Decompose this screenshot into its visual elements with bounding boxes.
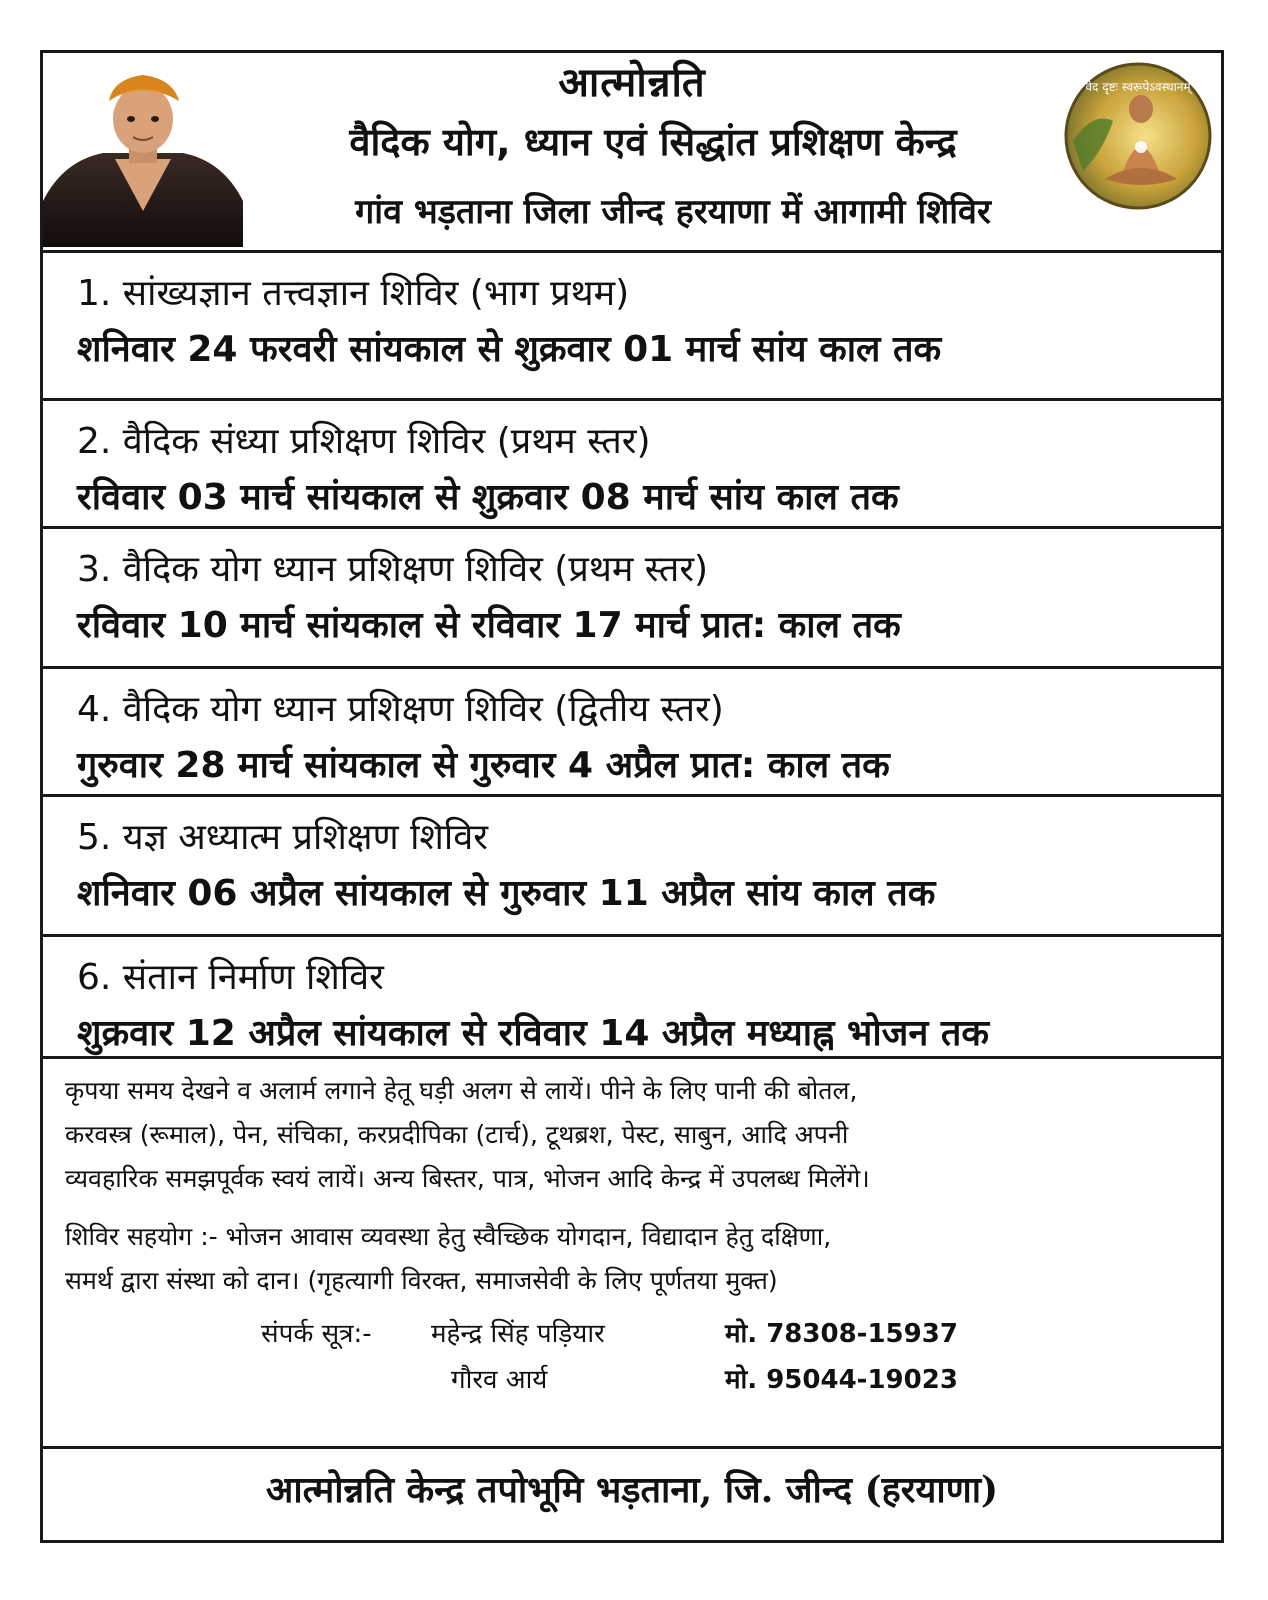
emblem-text: वेद दृष्टः स्वरूपेऽवस्थानम् — [1085, 80, 1191, 94]
camp-title: 6. संतान निर्माण शिविर — [77, 957, 384, 998]
notes-section — [43, 1059, 1221, 1449]
contact-mobile: मो. 78308-15937 — [725, 1319, 958, 1349]
poster-header — [43, 53, 1221, 253]
camp-dates: शनिवार 06 अप्रैल सांयकाल से गुरुवार 11 अप्रैल सांय काल तक — [77, 873, 936, 914]
emblem-logo — [1063, 61, 1213, 211]
camp-dates: रविवार 03 मार्च सांयकाल से शुक्रवार 08 मार्च सांय काल तक — [77, 477, 899, 518]
camp-title: 5. यज्ञ अध्यात्म प्रशिक्षण शिविर — [77, 817, 488, 858]
camp-dates: रविवार 10 मार्च सांयकाल से रविवार 17 मार्च प्रात: काल तक — [77, 605, 901, 646]
contact-name: गौरव आर्य — [451, 1365, 548, 1395]
camp-item — [43, 253, 1221, 401]
support-line: शिविर सहयोग :- भोजन आवास व्यवस्था हेतु स्वैच्छिक योगदान, विद्यादान हेतु दक्षिणा, — [65, 1222, 832, 1251]
camp-item — [43, 401, 1221, 529]
contact-block — [65, 1311, 1201, 1407]
contact-name: महेन्द्र सिंह पड़ियार — [431, 1319, 605, 1349]
brand-title: आत्मोन्नति — [558, 59, 706, 106]
center-name: वैदिक योग, ध्यान एवं सिद्धांत प्रशिक्षण केन्द्र — [349, 120, 957, 164]
footer-address: आत्मोन्नति केन्द्र तपोभूमि भड़ताना, जि. जीन्द (हरयाणा) — [265, 1469, 999, 1511]
notes-line: कृपया समय देखने व अलार्म लगाने हेतू घड़ी अलग से लायें। पीने के लिए पानी की बोतल, — [65, 1076, 858, 1105]
contact-label: संपर्क सूत्र:- — [261, 1319, 372, 1349]
support-line: समर्थ द्वारा संस्था को दान। (गृहत्यागी विरक्त, समाजसेवी के लिए पूर्णतया मुक्त) — [65, 1266, 778, 1295]
camp-title: 4. वैदिक योग ध्यान प्रशिक्षण शिविर (द्वितीय स्तर) — [77, 689, 724, 730]
camp-item — [43, 669, 1221, 797]
contact-mobile: मो. 95044-19023 — [725, 1365, 958, 1395]
camp-title: 2. वैदिक संध्या प्रशिक्षण शिविर (प्रथम स्तर) — [77, 421, 651, 462]
camp-dates: गुरुवार 28 मार्च सांयकाल से गुरुवार 4 अप्रैल प्रात: काल तक — [77, 745, 890, 786]
poster-frame — [40, 50, 1224, 1543]
camp-dates: शुक्रवार 12 अप्रैल सांयकाल से रविवार 14 अप्रैल मध्याह्न भोजन तक — [77, 1013, 990, 1054]
camp-list — [43, 253, 1221, 1059]
camp-item — [43, 937, 1221, 1059]
notes-line: व्यवहारिक समझपूर्वक स्वयं लायें। अन्य बिस्तर, पात्र, भोजन आदि केन्द्र में उपलब्ध मिलेंगे। — [65, 1164, 870, 1193]
camp-item — [43, 529, 1221, 669]
camp-item — [43, 797, 1221, 937]
location-line: गांव भड़ताना जिला जीन्द हरयाणा में आगामी शिविर — [355, 192, 991, 232]
camp-title: 1. सांख्यज्ञान तत्त्वज्ञान शिविर (भाग प्रथम) — [77, 273, 630, 314]
notes-line: करवस्त्र (रूमाल), पेन, संचिका, करप्रदीपिका (टार्च), टूथब्रश, पेस्ट, साबुन, आदि अपनी — [65, 1120, 849, 1149]
camp-title: 3. वैदिक योग ध्यान प्रशिक्षण शिविर (प्रथम स्तर) — [77, 549, 709, 590]
camp-dates: शनिवार 24 फरवरी सांयकाल से शुक्रवार 01 मार्च सांय काल तक — [77, 329, 942, 370]
